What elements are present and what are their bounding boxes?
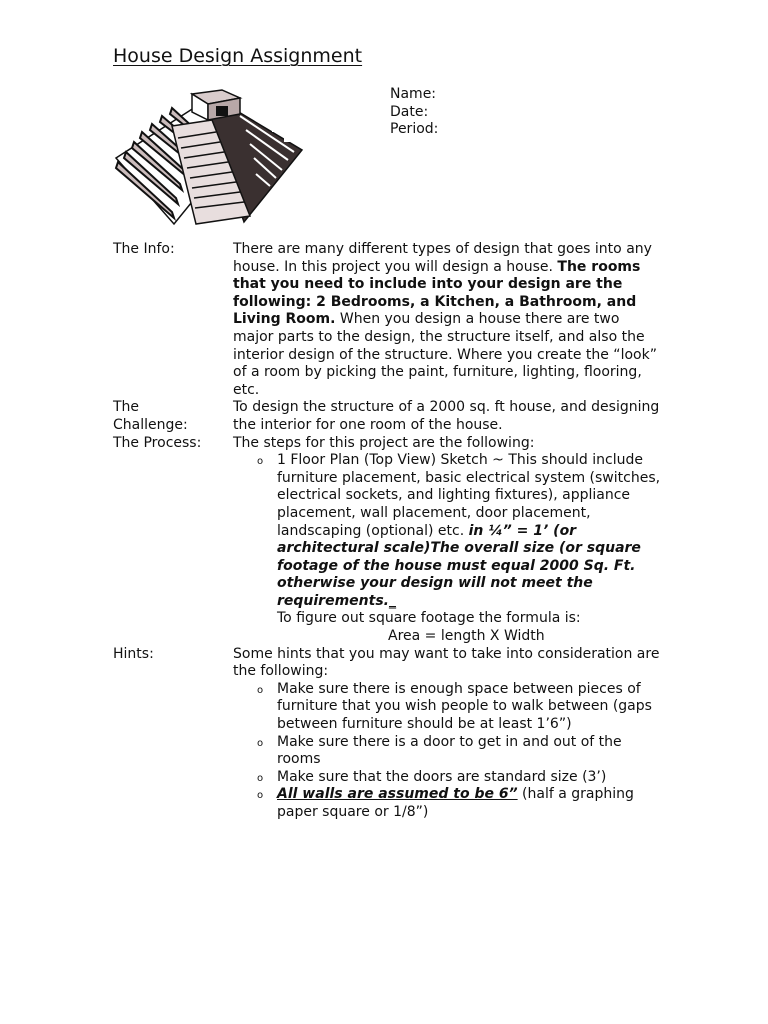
list-item bbox=[233, 452, 663, 610]
hints-intro: Some hints that you may want to take into consideration are the following: bbox=[233, 645, 660, 680]
period-field-label: Period: bbox=[390, 121, 439, 138]
challenge-label-line-2: Challenge: bbox=[113, 416, 188, 433]
assignment-body bbox=[113, 241, 673, 822]
info-required-rooms: The rooms that you need to include into your design are the following: 2 Bedrooms, a Kitchen, a Bathroom, and Living Room. bbox=[233, 258, 641, 328]
bullet-circle-icon: o bbox=[257, 790, 264, 802]
hint-text: Make sure there is enough space between pieces of furniture that you wish people to walk between (gaps between furniture should be at least 1’6”) bbox=[277, 680, 652, 733]
hints-content bbox=[233, 646, 663, 822]
bullet-circle-icon: o bbox=[257, 737, 264, 749]
hint-text: Make sure there is a door to get in and out of the rooms bbox=[277, 733, 622, 768]
trailing-underscore: _ bbox=[388, 592, 396, 609]
bullet-circle-icon: o bbox=[257, 456, 264, 468]
process-content bbox=[233, 435, 663, 646]
hints-label: Hints: bbox=[113, 645, 154, 662]
info-text bbox=[233, 241, 663, 399]
step-pyramid-image bbox=[112, 86, 306, 226]
challenge-label-line-1: The bbox=[113, 399, 140, 416]
student-info-fields bbox=[390, 86, 438, 139]
bullet-circle-icon: o bbox=[257, 772, 264, 784]
list-item bbox=[233, 681, 663, 734]
challenge-text: To design the structure of a 2000 sq. ft house, and designing the interior for one room of the house. bbox=[233, 399, 660, 433]
name-field-label: Name: bbox=[390, 86, 437, 102]
area-formula: Area = length X Width bbox=[388, 628, 545, 645]
hints-section bbox=[113, 646, 673, 822]
challenge-section bbox=[113, 399, 673, 434]
square-footage-intro: To figure out square footage the formula is: bbox=[277, 610, 581, 627]
process-label: The Process: bbox=[113, 434, 202, 451]
floor-plan-text: 1 Floor Plan (Top View) Sketch ~ This should include furniture placement, basic electrical system (switches, electrical sockets, and lighting fixtures), appliance placement, wall placement, door placement, landscaping (optional) etc. bbox=[277, 452, 661, 539]
list-item bbox=[233, 769, 663, 787]
challenge-label bbox=[113, 399, 233, 434]
info-label: The Info: bbox=[113, 241, 175, 257]
info-section bbox=[113, 241, 673, 399]
process-section bbox=[113, 435, 673, 646]
process-intro: The steps for this project are the following: bbox=[233, 434, 535, 451]
hint-text: Make sure that the doors are standard size (3’) bbox=[277, 768, 607, 785]
floor-plan-requirements: in ¼” = 1’ (or architectural scale)The overall size (or square footage of the house must equal 2000 Sq. Ft. otherwise your design will not meet the requirements. bbox=[277, 522, 641, 609]
info-text-details: When you design a house there are two major parts to the design, the structure itself, and also the interior design of the structure. Where you create the “look” of a room by picking the paint, furniture, lighting, flooring, etc. bbox=[233, 311, 657, 398]
list-item bbox=[233, 734, 663, 769]
list-item bbox=[233, 786, 663, 821]
hint-walls-bold: All walls are assumed to be 6” bbox=[277, 786, 518, 803]
date-field-label: Date: bbox=[390, 103, 429, 120]
hint-walls-rest: (half a graphing paper square or 1/8”) bbox=[277, 786, 634, 820]
hints-list bbox=[233, 681, 663, 822]
document-title: House Design Assignment bbox=[113, 45, 363, 67]
process-list bbox=[233, 452, 663, 610]
bullet-circle-icon: o bbox=[257, 684, 264, 696]
info-text-intro: There are many different types of design that goes into any house. In this project you will design a house. bbox=[233, 241, 652, 275]
